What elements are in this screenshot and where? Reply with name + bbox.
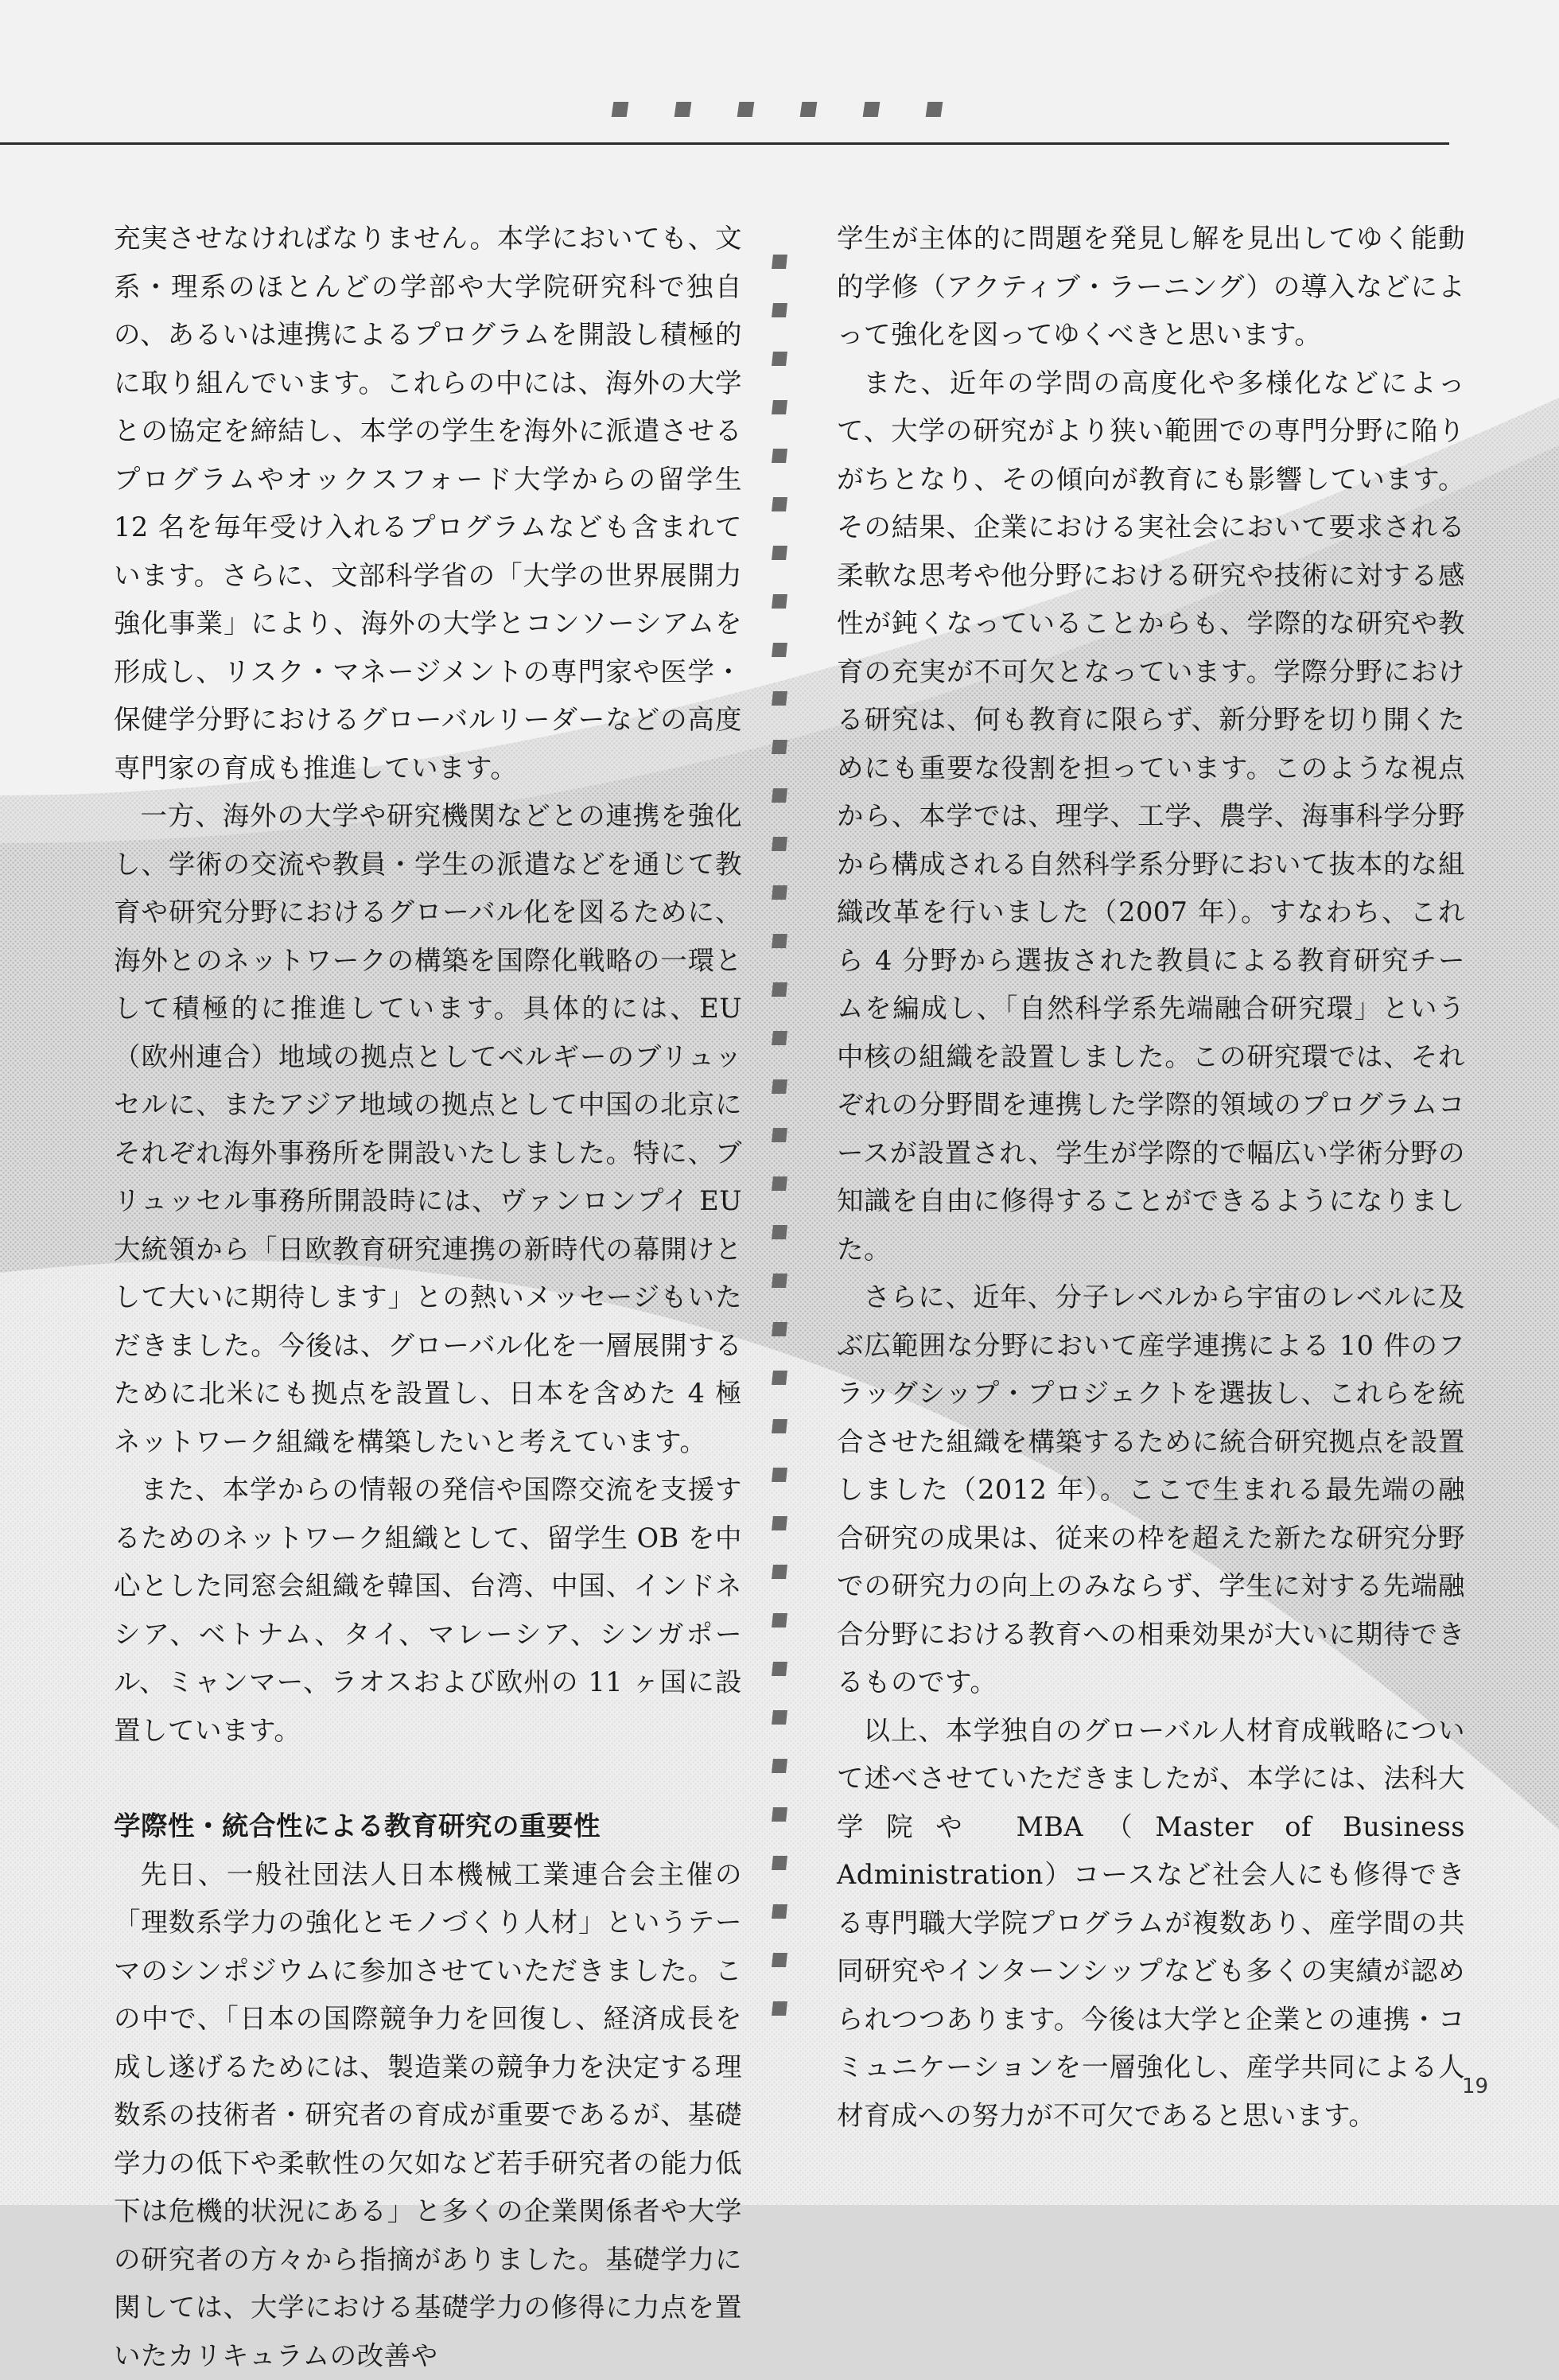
- divider-square: [772, 1322, 787, 1336]
- divider-square: [772, 1419, 787, 1433]
- divider-square: [772, 837, 787, 851]
- divider-square: [772, 546, 787, 560]
- paragraph: 学生が主体的に問題を発見し解を見出してゆく能動的学修（アクティブ・ラーニング）の導入などによって強化を図ってゆくべきと思います。: [837, 215, 1465, 360]
- divider-square: [772, 1371, 787, 1385]
- divider-square: [772, 1856, 787, 1870]
- page-number: 19: [1462, 2075, 1488, 2098]
- paragraph: 先日、一般社団法人日本機械工業連合会主催の「理数系学力の強化とモノづくり人材」というテーマのシンポジウムに参加させていただきました。この中で、「日本の国際競争力を回復し、経済成長を成し遂げるためには、製造業の競争力を決定する理数系の技術者・研究者の育成が重要であるが、基礎学力の低下や柔軟性の欠如など若手研究者の能力低下は危機的状況にある」と多くの企業関係者や大学の研究者の方々から指摘がありました。基礎学力に関しては、大学における基礎学力の修得に力点を置いたカリキュラムの改善や: [114, 1851, 742, 2380]
- divider-square: [772, 1953, 787, 1967]
- paragraph: 以上、本学独自のグローバル人材育成戦略について述べさせていただきましたが、本学には、法科大学院や MBA（Master of Business Administration）コースなど社会人にも修得できる専門職大学院プログラムが複数あり、産学間の共同研究やインターンシップなども多くの実績が認められつつあります。今後は大学と企業との連携・コミュニケーションを一層強化し、産学共同による人材育成への努力が不可欠であると思います。: [837, 1707, 1465, 2141]
- paragraph: また、近年の学問の高度化や多様化などによって、大学の研究がより狭い範囲での専門分野に陥りがちとなり、その傾向が教育にも影響しています。その結果、企業における実社会において要求される柔軟な思考や他分野における研究や技術に対する感性が鈍くなっていることからも、学際的な研究や教育の充実が不可欠となっています。学際分野における研究は、何も教育に限らず、新分野を切り開くためにも重要な役割を担っています。このような視点から、本学では、理学、工学、農学、海事科学分野から構成される自然科学系分野において抜本的な組織改革を行いました（2007 年）。すなわち、これら 4 分野から選抜された教員による教育研究チームを編成し、「自然科学系先端融合研究環」という中核の組織を設置しました。この研究環では、それぞれの分野間を連携した学際的領域のプログラムコースが設置され、学生が学際的で幅広い学術分野の知識を自由に修得することができるようになりました。: [837, 360, 1465, 1274]
- divider-square: [772, 1516, 787, 1530]
- divider-square: [772, 1079, 787, 1094]
- divider-square: [772, 303, 787, 317]
- ornament-square: [675, 102, 692, 117]
- column-divider-squares: [772, 255, 791, 2044]
- divider-square: [772, 449, 787, 463]
- divider-square: [772, 1759, 787, 1773]
- divider-square: [772, 691, 787, 706]
- ornament-square: [863, 102, 881, 117]
- right-text-column: [837, 215, 1465, 2140]
- divider-square: [772, 1176, 787, 1191]
- divider-square: [772, 1274, 787, 1288]
- divider-square: [772, 1565, 787, 1579]
- divider-square: [772, 1031, 787, 1045]
- divider-square: [772, 1128, 787, 1142]
- divider-square: [772, 788, 787, 803]
- divider-square: [772, 2001, 787, 2016]
- divider-square: [772, 740, 787, 754]
- divider-square: [772, 352, 787, 366]
- ornament-square: [737, 102, 755, 117]
- paragraph: さらに、近年、分子レベルから宇宙のレベルに及ぶ広範囲な分野において産学連携による 10 件のフラッグシップ・プロジェクトを選抜し、これらを統合させた組織を構築するために統合研究拠点を設置しました（2012 年）。ここで生まれる最先端の融合研究の成果は、従来の枠を超えた新たな研究分野での研究力の向上のみならず、学生に対する先端融合分野における教育への相乗効果が大いに期待できるものです。: [837, 1274, 1465, 1707]
- divider-square: [772, 1710, 787, 1725]
- divider-square: [772, 934, 787, 948]
- header-rule: [0, 142, 1449, 145]
- divider-square: [772, 885, 787, 900]
- divider-square: [772, 1904, 787, 1919]
- divider-square: [772, 255, 787, 269]
- left-text-column: [114, 215, 742, 2380]
- divider-square: [772, 1662, 787, 1676]
- section-heading: 学際性・統合性による教育研究の重要性: [114, 1802, 742, 1851]
- ornament-square: [926, 102, 943, 117]
- paragraph: 充実させなければなりません。本学においても、文系・理系のほとんどの学部や大学院研究科で独自の、あるいは連携によるプログラムを開設し積極的に取り組んでいます。これらの中には、海外の大学との協定を締結し、本学の学生を海外に派遣させるプログラムやオックスフォード大学からの留学生 12 名を毎年受け入れるプログラムなども含まれています。さらに、文部科学省の「大学の世界展開力強化事業」により、海外の大学とコンソーシアムを形成し、リスク・マネージメントの専門家や医学・保健学分野におけるグローバルリーダーなどの高度専門家の育成も推進しています。: [114, 215, 742, 792]
- paragraph: また、本学からの情報の発信や国際交流を支援するためのネットワーク組織として、留学生 OB を中心とした同窓会組織を韓国、台湾、中国、インドネシア、ベトナム、タイ、マレーシア、シンガポール、ミャンマー、ラオスおよび欧州の 11 ヶ国に設置しています。: [114, 1466, 742, 1755]
- divider-square: [772, 497, 787, 511]
- ornament-square: [612, 102, 629, 117]
- divider-square: [772, 1807, 787, 1822]
- divider-square: [772, 594, 787, 609]
- divider-square: [772, 400, 787, 414]
- divider-square: [772, 982, 787, 997]
- paragraph: 一方、海外の大学や研究機関などとの連携を強化し、学術の交流や教員・学生の派遣などを通じて教育や研究分野におけるグローバル化を図るために、海外とのネットワークの構築を国際化戦略の一環として積極的に推進しています。具体的には、EU（欧州連合）地域の拠点としてベルギーのブリュッセルに、またアジア地域の拠点として中国の北京にそれぞれ海外事務所を開設いたしました。特に、ブリュッセル事務所開設時には、ヴァンロンプイ EU 大統領から「日欧教育研究連携の新時代の幕開けとして大いに期待します」との熱いメッセージもいただきました。今後は、グローバル化を一層展開するために北米にも拠点を設置し、日本を含めた 4 極ネットワーク組織を構築したいと考えています。: [114, 792, 742, 1466]
- header-square-ornament: [612, 102, 942, 119]
- divider-square: [772, 1613, 787, 1628]
- divider-square: [772, 1468, 787, 1482]
- divider-square: [772, 643, 787, 657]
- ornament-square: [800, 102, 818, 117]
- divider-square: [772, 1225, 787, 1239]
